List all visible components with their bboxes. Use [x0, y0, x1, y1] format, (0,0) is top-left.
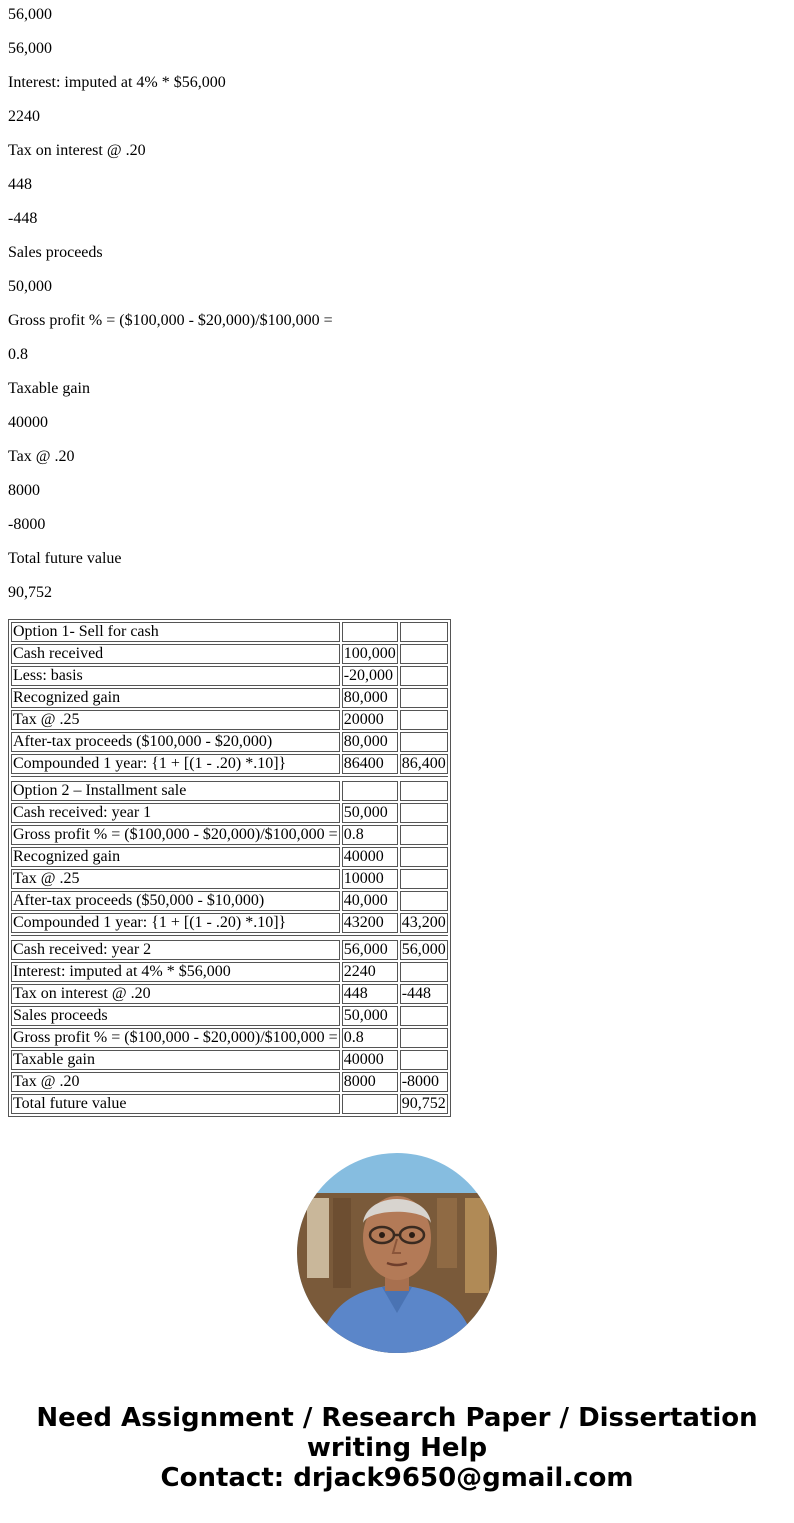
row-total — [400, 1006, 448, 1026]
table-row — [11, 754, 448, 774]
table-row — [11, 825, 448, 845]
table-row — [11, 666, 448, 686]
row-label: Option 2 – Installment sale — [11, 781, 340, 801]
text-line: 40000 — [8, 414, 48, 431]
text-line: Total future value — [8, 550, 122, 567]
table-row — [11, 913, 448, 933]
row-total: 56,000 — [401, 941, 446, 958]
row-value: 50,000 — [342, 803, 398, 823]
row-value: 20000 — [342, 710, 398, 730]
section-divider — [11, 935, 448, 938]
text-lines — [8, 6, 333, 618]
row-label: Interest: imputed at 4% * $56,000 — [11, 962, 340, 982]
text-line: 56,000 — [8, 6, 52, 23]
row-total — [400, 710, 448, 730]
text-line: 8000 — [8, 482, 40, 499]
row-label: Compounded 1 year: {1 + [(1 - .20) *.10]} — [11, 754, 340, 774]
table-row — [11, 622, 448, 642]
table-row — [11, 644, 448, 664]
row-total: -8000 — [400, 1072, 448, 1092]
table-row — [11, 732, 448, 752]
row-value: 43200 — [342, 913, 398, 933]
table-row — [11, 710, 448, 730]
row-total — [400, 622, 448, 642]
row-total — [400, 1028, 448, 1048]
table-row — [11, 1006, 448, 1026]
row-label: Gross profit % = ($100,000 - $20,000)/$100,000 = — [13, 1029, 338, 1046]
row-label: Less: basis — [11, 666, 340, 686]
text-line: Tax on interest @ .20 — [8, 142, 146, 159]
row-label: Cash received: year 1 — [11, 803, 340, 823]
text-line: Interest: imputed at 4% * $56,000 — [8, 74, 226, 91]
row-value: 100,000 — [343, 645, 396, 662]
row-value: 40000 — [342, 847, 398, 867]
row-value: 448 — [342, 984, 398, 1004]
promo-footer — [0, 1403, 794, 1493]
table-row — [11, 891, 448, 911]
row-total — [400, 869, 448, 889]
text-line: 0.8 — [8, 346, 28, 363]
row-total — [400, 666, 448, 686]
row-total: 86,400 — [401, 755, 446, 772]
text-line: 448 — [8, 176, 32, 193]
row-value: 10000 — [342, 869, 398, 889]
row-value: 40000 — [342, 1050, 398, 1070]
table-row — [11, 1028, 448, 1048]
table-row — [11, 962, 448, 982]
row-label: Sales proceeds — [11, 1006, 340, 1026]
row-total — [400, 781, 448, 801]
text-line: Gross profit % = ($100,000 - $20,000)/$100,000 = — [8, 312, 333, 329]
row-label: Recognized gain — [11, 688, 340, 708]
section-divider — [11, 776, 448, 779]
calculation-table — [8, 619, 451, 1117]
text-line: Taxable gain — [8, 380, 90, 397]
row-label: Compounded 1 year: {1 + [(1 - .20) *.10]} — [11, 913, 340, 933]
row-label: Cash received — [11, 644, 340, 664]
row-total — [400, 962, 448, 982]
table-row — [11, 803, 448, 823]
text-line: -8000 — [8, 516, 46, 533]
row-value: 80,000 — [342, 688, 398, 708]
row-value: 80,000 — [342, 732, 398, 752]
row-value: 2240 — [342, 962, 398, 982]
text-line: 56,000 — [8, 40, 52, 57]
text-line: 90,752 — [8, 584, 52, 601]
author-avatar — [297, 1153, 497, 1353]
row-total — [400, 803, 448, 823]
row-value — [342, 781, 398, 801]
text-line: Sales proceeds — [8, 244, 103, 261]
row-label: Taxable gain — [11, 1050, 340, 1070]
row-total: 90,752 — [401, 1095, 446, 1112]
author-portrait — [297, 1153, 497, 1353]
row-value: 0.8 — [342, 825, 398, 845]
row-label: Tax on interest @ .20 — [11, 984, 340, 1004]
row-value: -20,000 — [342, 666, 398, 686]
row-value: 56,000 — [342, 940, 398, 960]
table-row — [11, 1072, 448, 1092]
row-value: 86400 — [342, 754, 398, 774]
row-label: Cash received: year 2 — [11, 940, 340, 960]
text-line: Tax @ .20 — [8, 448, 75, 465]
row-value: 8000 — [342, 1072, 398, 1092]
row-value — [342, 622, 398, 642]
table-row — [11, 688, 448, 708]
table-row — [11, 1094, 448, 1114]
row-total — [400, 1050, 448, 1070]
row-label: After-tax proceeds ($100,000 - $20,000) — [11, 732, 340, 752]
text-line: 2240 — [8, 108, 40, 125]
row-total — [400, 732, 448, 752]
table-row — [11, 984, 448, 1004]
row-total — [400, 847, 448, 867]
row-total: -448 — [400, 984, 448, 1004]
row-label: Tax @ .20 — [11, 1072, 340, 1092]
table-row — [11, 1050, 448, 1070]
row-total: 43,200 — [401, 914, 446, 931]
contact-email: Contact: drjack9650@gmail.com — [160, 1463, 634, 1493]
row-label: Tax @ .25 — [11, 869, 340, 889]
row-value: 50,000 — [342, 1006, 398, 1026]
row-total — [400, 891, 448, 911]
row-total — [400, 688, 448, 708]
row-value — [342, 1094, 398, 1114]
row-label: Option 1- Sell for cash — [11, 622, 340, 642]
row-label: Recognized gain — [11, 847, 340, 867]
row-total — [400, 644, 448, 664]
table-row — [11, 781, 448, 801]
row-label: Total future value — [11, 1094, 340, 1114]
text-line: -448 — [8, 210, 38, 227]
row-label: Gross profit % = ($100,000 - $20,000)/$100,000 = — [13, 826, 338, 843]
row-value: 40,000 — [342, 891, 398, 911]
table-row — [11, 847, 448, 867]
row-value: 0.8 — [342, 1028, 398, 1048]
table-row — [11, 940, 448, 960]
row-label: After-tax proceeds ($50,000 - $10,000) — [11, 891, 340, 911]
row-label: Tax @ .25 — [11, 710, 340, 730]
footer-line: Need Assignment / Research Paper / Dissertation — [36, 1403, 758, 1433]
table-row — [11, 869, 448, 889]
text-line: 50,000 — [8, 278, 52, 295]
row-total — [400, 825, 448, 845]
footer-line: writing Help — [306, 1433, 488, 1463]
